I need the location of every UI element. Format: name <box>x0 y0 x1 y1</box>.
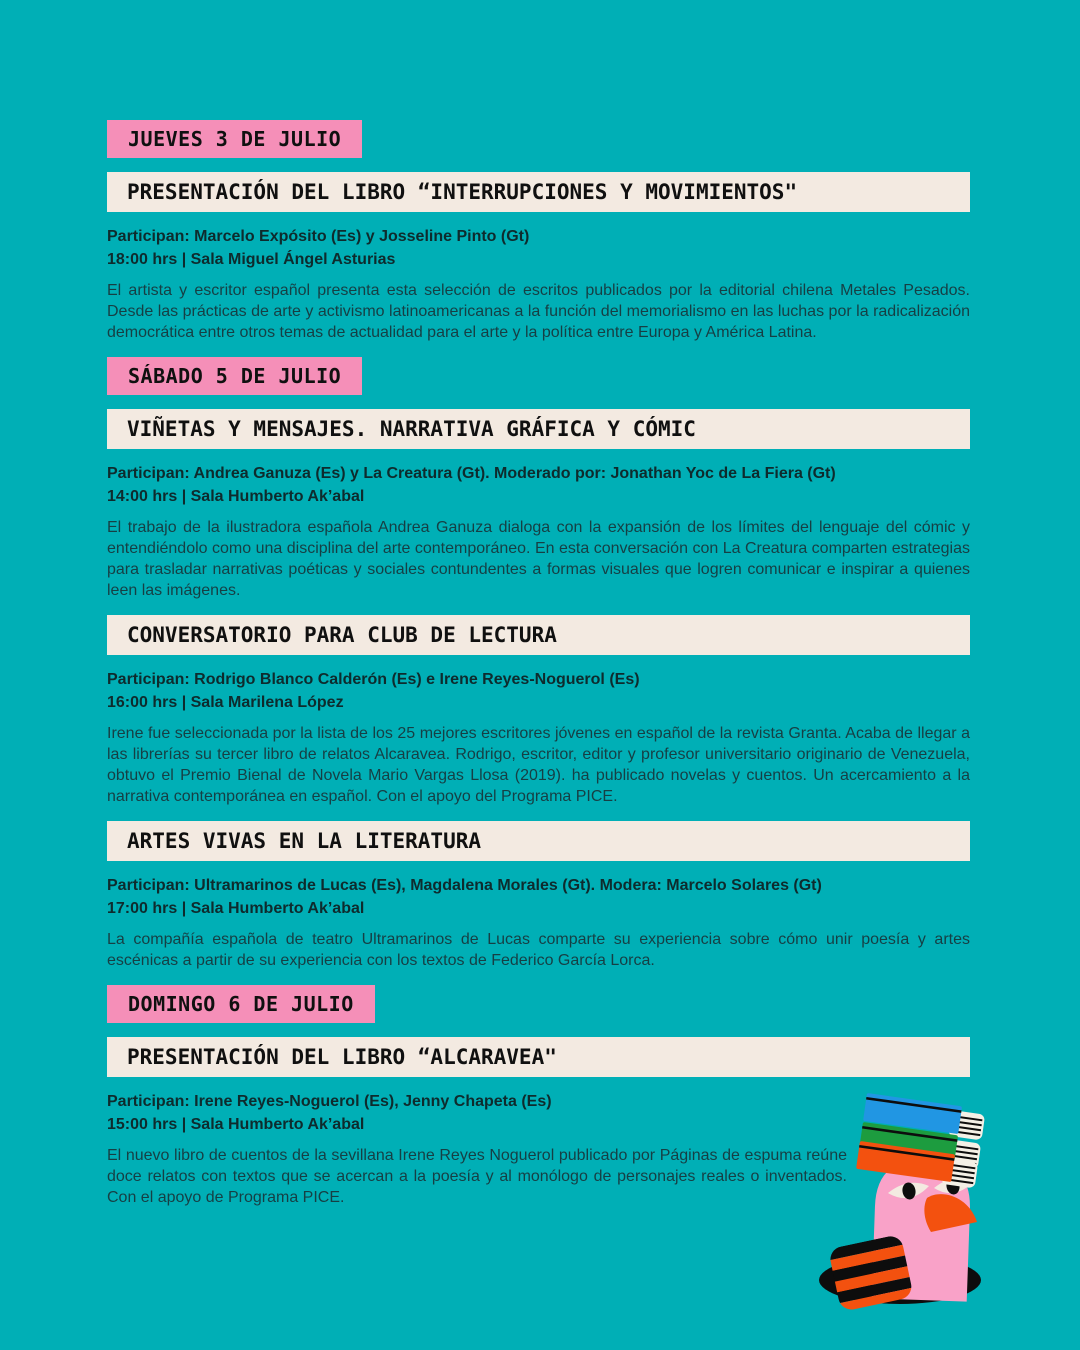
event-participants: Participan: Andrea Ganuza (Es) y La Creatura (Gt). Moderado por: Jonathan Yoc de La Fiera (Gt) <box>107 465 836 482</box>
event-description: Irene fue seleccionada por la lista de los 25 mejores escritores jóvenes en español de la revista Granta. Acaba de llegar a las librerías su tercer libro de relatos Alcaravea. Rodrigo, escritor, editor y profesor universitario originario de Venezuela, obtuvo el Premio Bienal de Novela Mario Vargas Llosa (2019). ha publicado novelas y cuentos. Un acercamiento a la narrativa contemporánea en español. Con el apoyo del Programa PICE. <box>107 725 970 805</box>
bird-with-books-illustration <box>790 1082 1000 1317</box>
event-description: El nuevo libro de cuentos de la sevillana Irene Reyes Noguerol publicado por Páginas de espuma reúne doce relatos con textos que se acercan a la poesía y al monólogo de personajes reales o inventados. Con el apoyo de Programa PICE. <box>107 1147 847 1206</box>
day-badge-jueves-3-julio: JUEVES 3 DE JULIO <box>107 120 362 158</box>
event-title: CONVERSATORIO PARA CLUB DE LECTURA <box>127 623 557 647</box>
event-card-conversatorio <box>107 615 970 807</box>
day-badge-sabado-5-julio: SÁBADO 5 DE JULIO <box>107 357 362 395</box>
event-time-venue: 16:00 hrs | Sala Marilena López <box>107 694 344 711</box>
event-title: PRESENTACIÓN DEL LIBRO “INTERRUPCIONES Y MOVIMIENTOS" <box>127 180 798 204</box>
day-row-domingo <box>107 985 970 1037</box>
event-participants: Participan: Rodrigo Blanco Calderón (Es) e Irene Reyes-Noguerol (Es) <box>107 671 640 688</box>
event-card-artes-vivas <box>107 821 970 971</box>
event-time-venue: 17:00 hrs | Sala Humberto Ak’abal <box>107 900 365 917</box>
event-card-vinetas <box>107 409 970 601</box>
event-time-venue: 18:00 hrs | Sala Miguel Ángel Asturias <box>107 251 396 268</box>
day-row-jueves <box>107 120 970 172</box>
event-participants: Participan: Irene Reyes-Noguerol (Es), Jenny Chapeta (Es) <box>107 1093 552 1110</box>
event-description: El trabajo de la ilustradora española Andrea Ganuza dialoga con la expansión de los límites del lenguaje del cómic y entendiéndolo como una disciplina del arte contemporáneo. En esta conversación con La Creatura comparten estrategias para trasladar narrativas poéticas y sociales contundentes a formas visuales que logren comunicar e inspirar a quienes leen las imágenes. <box>107 519 970 599</box>
event-description: El artista y escritor español presenta esta selección de escritos publicados por la editorial chilena Metales Pesados. Desde las prácticas de arte y activismo latinoamericanas a la función del memorialismo en las luchas por la radicalización democrática entre otros temas de actualidad para el arte y la política entre Europa y América Latina. <box>107 282 970 341</box>
day-badge-domingo-6-julio: DOMINGO 6 DE JULIO <box>107 985 375 1023</box>
event-participants: Participan: Ultramarinos de Lucas (Es), Magdalena Morales (Gt). Modera: Marcelo Solares (Gt) <box>107 877 822 894</box>
event-title-bar <box>107 1037 970 1077</box>
event-title-bar <box>107 821 970 861</box>
event-title-bar <box>107 615 970 655</box>
event-title-bar <box>107 409 970 449</box>
event-title: ARTES VIVAS EN LA LITERATURA <box>127 829 482 853</box>
day-row-sabado <box>107 357 970 409</box>
event-title-bar <box>107 172 970 212</box>
program-list <box>107 120 970 1222</box>
event-time-venue: 14:00 hrs | Sala Humberto Ak’abal <box>107 488 365 505</box>
event-card-interrupciones <box>107 172 970 343</box>
event-participants: Participan: Marcelo Expósito (Es) y Josseline Pinto (Gt) <box>107 228 530 245</box>
event-title: VIÑETAS Y MENSAJES. NARRATIVA GRÁFICA Y CÓMIC <box>127 417 696 441</box>
event-title: PRESENTACIÓN DEL LIBRO “ALCARAVEA" <box>127 1045 557 1069</box>
event-time-venue: 15:00 hrs | Sala Humberto Ak’abal <box>107 1116 365 1133</box>
event-description: La compañía española de teatro Ultramarinos de Lucas comparte su experiencia sobre cómo unir poesía y artes escénicas a partir de su experiencia con los textos de Federico García Lorca. <box>107 931 970 969</box>
